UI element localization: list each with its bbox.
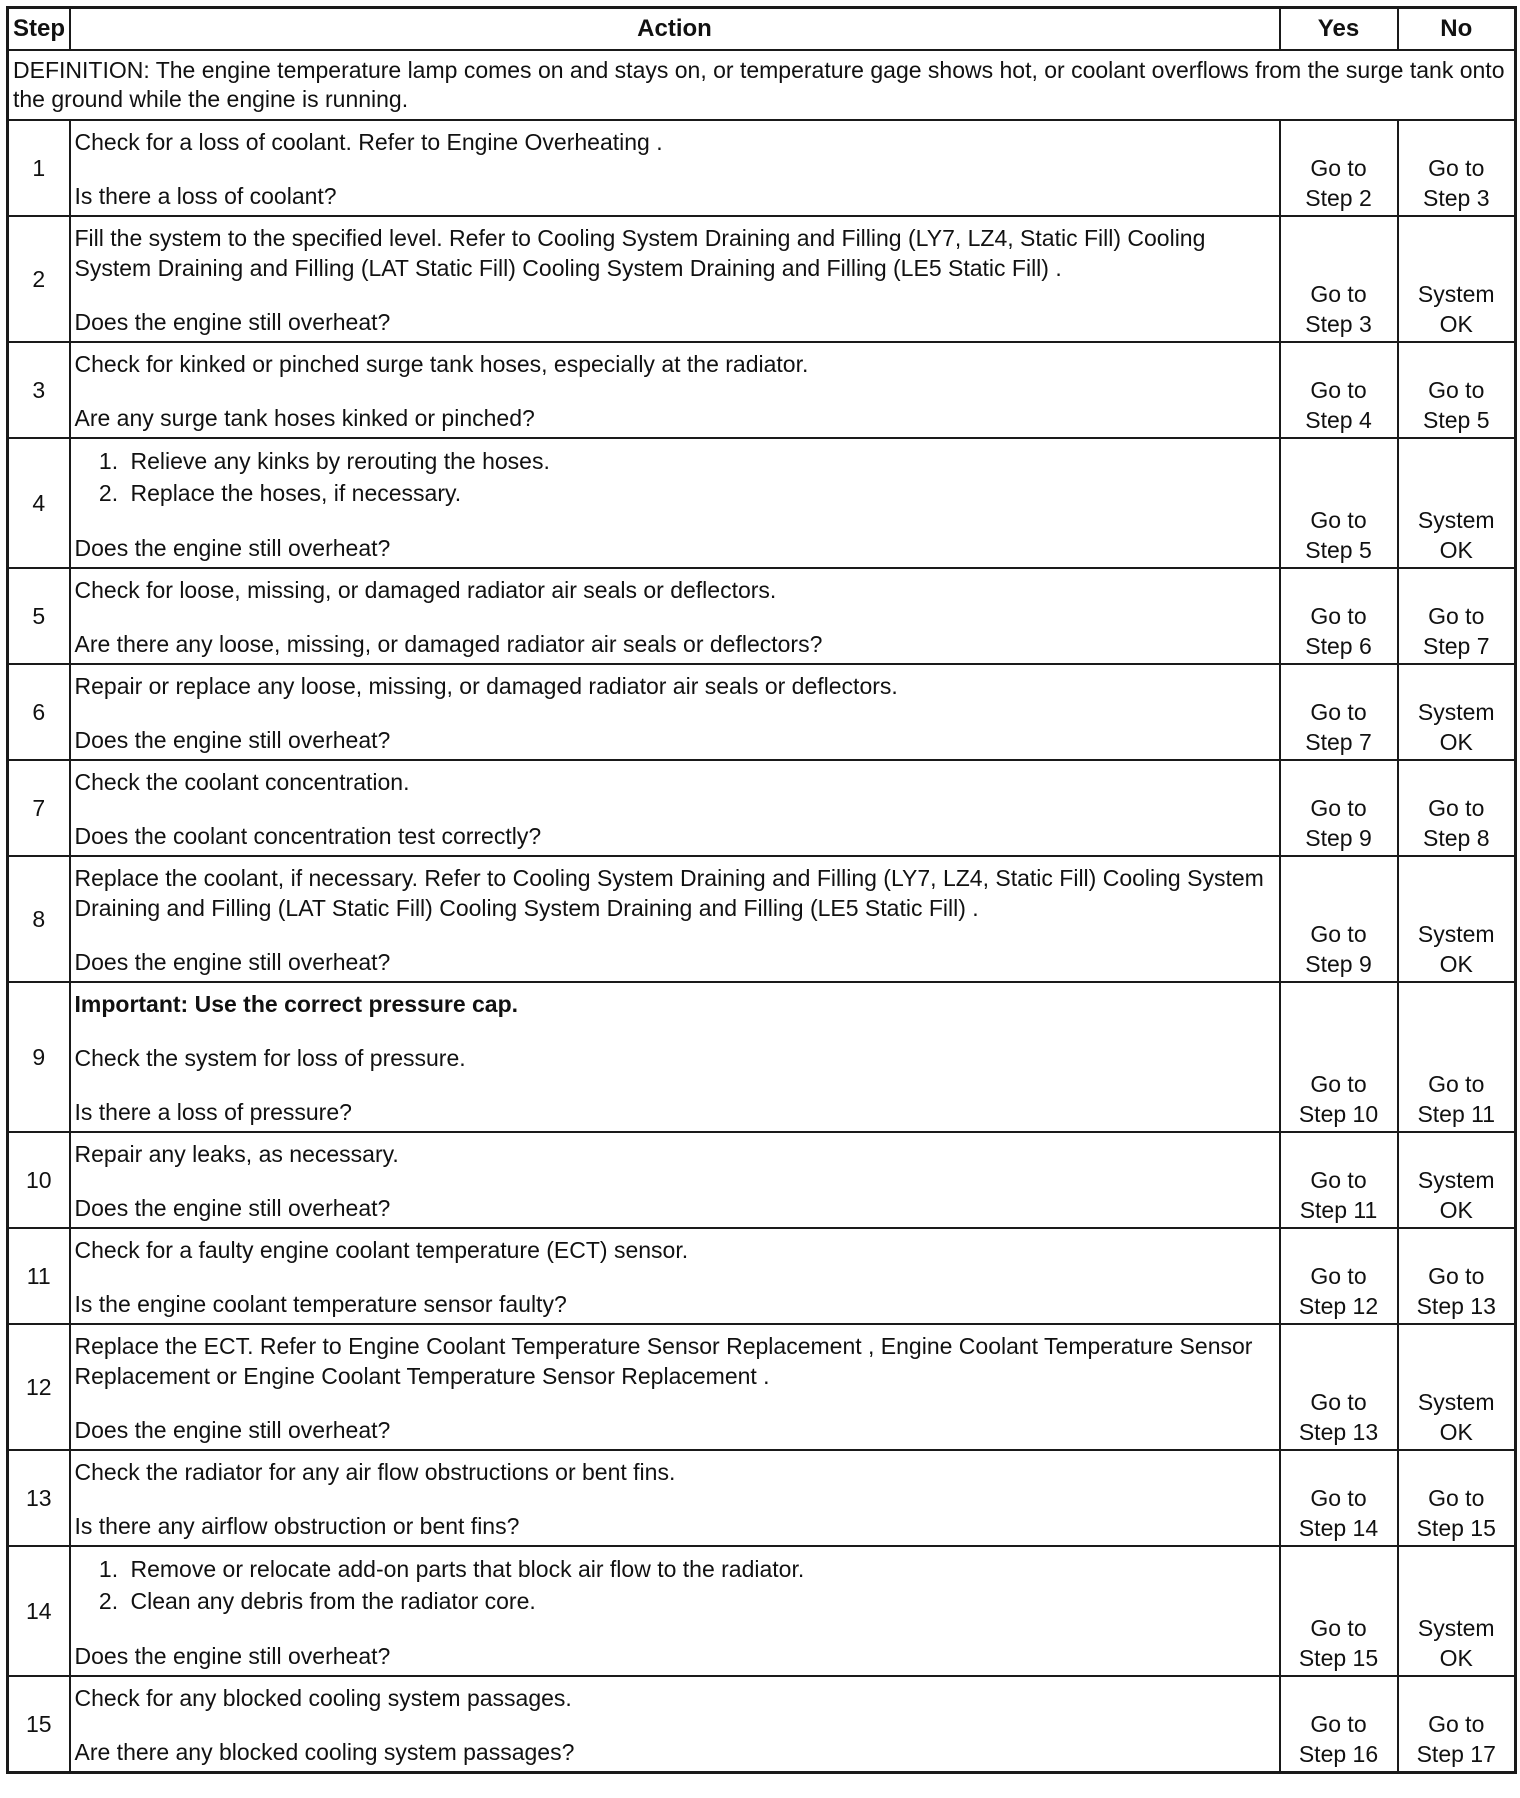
yes-result-line: Go to bbox=[1310, 1071, 1367, 1097]
table-row bbox=[8, 1228, 1516, 1324]
step-number: 4 bbox=[8, 438, 70, 568]
no-result bbox=[1398, 1324, 1516, 1450]
action-question: Does the engine still overheat? bbox=[74, 949, 391, 975]
list-item: 1. Relieve any kinks by rerouting the hoses. bbox=[125, 445, 1275, 477]
table-row bbox=[8, 568, 1516, 664]
yes-result-line: Step 3 bbox=[1305, 311, 1372, 337]
action-question: Are any surge tank hoses kinked or pinched? bbox=[74, 405, 535, 431]
action-cell bbox=[70, 568, 1280, 664]
action-text: Check for any blocked cooling system passages. bbox=[74, 1685, 572, 1711]
table-row bbox=[8, 1324, 1516, 1450]
no-result bbox=[1398, 664, 1516, 760]
action-question: Are there any blocked cooling system passages? bbox=[74, 1739, 575, 1765]
yes-result-line: Go to bbox=[1310, 921, 1367, 947]
table-row bbox=[8, 982, 1516, 1132]
action-text: Fill the system to the specified level. Refer to Cooling System Draining and Filling (LY7, LZ4, Static Fill) Cooling System Draining and Filling (LAT Static Fill) Cooling System Draining and Filling (LE5 Static Fill) . bbox=[74, 225, 1206, 281]
step-number: 14 bbox=[8, 1546, 70, 1676]
no-result bbox=[1398, 1132, 1516, 1228]
step-number: 15 bbox=[8, 1676, 70, 1773]
yes-result-line: Step 16 bbox=[1298, 1741, 1379, 1767]
action-text: Check the coolant concentration. bbox=[74, 769, 410, 795]
action-cell bbox=[70, 982, 1280, 1132]
table-row bbox=[8, 664, 1516, 760]
action-text: Check for loose, missing, or damaged radiator air seals or deflectors. bbox=[74, 577, 777, 603]
yes-result-line: Go to bbox=[1310, 603, 1367, 629]
list-item: 1. Remove or relocate add-on parts that block air flow to the radiator. bbox=[125, 1553, 1275, 1585]
action-text: Repair any leaks, as necessary. bbox=[74, 1141, 399, 1167]
action-cell bbox=[70, 1450, 1280, 1546]
step-number: 2 bbox=[8, 216, 70, 342]
no-result-line: System bbox=[1417, 1389, 1495, 1415]
action-cell bbox=[70, 120, 1280, 216]
important-note: Important: Use the correct pressure cap. bbox=[74, 991, 519, 1017]
no-result-line: Step 11 bbox=[1417, 1101, 1496, 1127]
yes-result-line: Go to bbox=[1310, 155, 1367, 181]
table-row bbox=[8, 216, 1516, 342]
yes-result bbox=[1280, 982, 1398, 1132]
action-question: Is there any airflow obstruction or bent fins? bbox=[74, 1513, 520, 1539]
no-result-line: System bbox=[1417, 507, 1495, 533]
no-result-line: OK bbox=[1439, 1645, 1473, 1671]
action-text: Check the radiator for any air flow obstructions or bent fins. bbox=[74, 1459, 676, 1485]
header-yes: Yes bbox=[1280, 8, 1398, 51]
action-question: Does the engine still overheat? bbox=[74, 1643, 391, 1669]
table-row bbox=[8, 760, 1516, 856]
yes-result-line: Step 5 bbox=[1305, 537, 1372, 563]
action-text: Check the system for loss of pressure. bbox=[74, 1045, 466, 1071]
action-cell bbox=[70, 1676, 1280, 1773]
list-item: 2. Replace the hoses, if necessary. bbox=[125, 477, 1275, 509]
no-result-line: System bbox=[1417, 699, 1495, 725]
yes-result-line: Step 9 bbox=[1305, 951, 1372, 977]
definition-text: DEFINITION: The engine temperature lamp comes on and stays on, or temperature gage shows hot, or coolant overflows from the surge tank onto the ground while the engine is running. bbox=[8, 50, 1516, 120]
yes-result-line: Step 6 bbox=[1305, 633, 1372, 659]
no-result bbox=[1398, 1676, 1516, 1773]
no-result-line: Go to bbox=[1428, 795, 1485, 821]
no-result-line: System bbox=[1417, 1615, 1495, 1641]
yes-result-line: Go to bbox=[1310, 795, 1367, 821]
yes-result bbox=[1280, 342, 1398, 438]
yes-result bbox=[1280, 438, 1398, 568]
yes-result bbox=[1280, 856, 1398, 982]
yes-result-line: Go to bbox=[1310, 507, 1367, 533]
action-cell bbox=[70, 1132, 1280, 1228]
yes-result bbox=[1280, 1324, 1398, 1450]
action-question: Are there any loose, missing, or damaged radiator air seals or deflectors? bbox=[74, 631, 823, 657]
no-result-line: Go to bbox=[1428, 377, 1485, 403]
no-result-line: Go to bbox=[1428, 1485, 1485, 1511]
step-number: 3 bbox=[8, 342, 70, 438]
action-question: Is there a loss of coolant? bbox=[74, 183, 337, 209]
no-result bbox=[1398, 1450, 1516, 1546]
no-result-line: Step 7 bbox=[1423, 633, 1490, 659]
no-result bbox=[1398, 568, 1516, 664]
action-question: Is there a loss of pressure? bbox=[74, 1099, 352, 1125]
no-result-line: Go to bbox=[1428, 1071, 1485, 1097]
no-result-line: Go to bbox=[1428, 1711, 1485, 1737]
table-row bbox=[8, 1676, 1516, 1773]
table-row bbox=[8, 1450, 1516, 1546]
yes-result bbox=[1280, 120, 1398, 216]
yes-result bbox=[1280, 216, 1398, 342]
yes-result bbox=[1280, 760, 1398, 856]
no-result bbox=[1398, 760, 1516, 856]
action-cell bbox=[70, 1228, 1280, 1324]
action-cell bbox=[70, 438, 1280, 568]
no-result-line: System bbox=[1417, 281, 1495, 307]
step-number: 8 bbox=[8, 856, 70, 982]
step-number: 7 bbox=[8, 760, 70, 856]
yes-result bbox=[1280, 1450, 1398, 1546]
yes-result-line: Go to bbox=[1310, 281, 1367, 307]
table-row bbox=[8, 120, 1516, 216]
yes-result-line: Go to bbox=[1310, 1615, 1367, 1641]
no-result bbox=[1398, 856, 1516, 982]
action-list bbox=[75, 445, 1275, 509]
no-result-line: OK bbox=[1439, 311, 1473, 337]
header-row bbox=[8, 8, 1516, 51]
step-number: 10 bbox=[8, 1132, 70, 1228]
yes-result-line: Step 13 bbox=[1298, 1419, 1379, 1445]
no-result-line: System bbox=[1417, 921, 1495, 947]
action-cell bbox=[70, 216, 1280, 342]
yes-result-line: Step 4 bbox=[1305, 407, 1372, 433]
no-result-line: Step 17 bbox=[1416, 1741, 1496, 1767]
no-result-line: Go to bbox=[1428, 155, 1485, 181]
header-action: Action bbox=[70, 8, 1280, 51]
diagnostic-table bbox=[6, 6, 1517, 1774]
step-number: 6 bbox=[8, 664, 70, 760]
yes-result-line: Go to bbox=[1310, 1389, 1367, 1415]
action-cell bbox=[70, 1324, 1280, 1450]
document-page bbox=[6, 6, 1514, 1774]
yes-result-line: Step 12 bbox=[1298, 1293, 1379, 1319]
no-result-line: Step 5 bbox=[1423, 407, 1490, 433]
no-result-line: Step 15 bbox=[1416, 1515, 1496, 1541]
yes-result-line: Go to bbox=[1310, 1711, 1367, 1737]
no-result-line: Step 3 bbox=[1423, 185, 1490, 211]
action-question: Is the engine coolant temperature sensor faulty? bbox=[74, 1291, 567, 1317]
step-number: 11 bbox=[8, 1228, 70, 1324]
no-result bbox=[1398, 982, 1516, 1132]
action-question: Does the engine still overheat? bbox=[74, 309, 391, 335]
action-question: Does the engine still overheat? bbox=[74, 1195, 391, 1221]
action-text: Check for a loss of coolant. Refer to Engine Overheating . bbox=[74, 129, 663, 155]
yes-result bbox=[1280, 568, 1398, 664]
yes-result-line: Step 7 bbox=[1305, 729, 1372, 755]
action-question: Does the engine still overheat? bbox=[74, 727, 391, 753]
list-item: 2. Clean any debris from the radiator core. bbox=[125, 1585, 1275, 1617]
yes-result-line: Go to bbox=[1310, 1167, 1367, 1193]
no-result bbox=[1398, 120, 1516, 216]
action-text: Replace the ECT. Refer to Engine Coolant Temperature Sensor Replacement , Engine Coolant Temperature Sensor Replacement or Engine Coolant Temperature Sensor Replacement . bbox=[74, 1333, 1253, 1389]
no-result bbox=[1398, 438, 1516, 568]
no-result-line: Step 8 bbox=[1423, 825, 1490, 851]
action-cell bbox=[70, 760, 1280, 856]
yes-result bbox=[1280, 1546, 1398, 1676]
yes-result-line: Go to bbox=[1310, 699, 1367, 725]
action-question: Does the engine still overheat? bbox=[74, 1417, 391, 1443]
action-cell bbox=[70, 342, 1280, 438]
no-result bbox=[1398, 1546, 1516, 1676]
action-question: Does the engine still overheat? bbox=[74, 535, 391, 561]
yes-result-line: Step 14 bbox=[1298, 1515, 1379, 1541]
table-row bbox=[8, 1132, 1516, 1228]
step-number: 1 bbox=[8, 120, 70, 216]
definition-row bbox=[8, 50, 1516, 120]
no-result-line: OK bbox=[1439, 537, 1473, 563]
table-row bbox=[8, 856, 1516, 982]
yes-result bbox=[1280, 1228, 1398, 1324]
no-result bbox=[1398, 342, 1516, 438]
table-row bbox=[8, 1546, 1516, 1676]
action-cell bbox=[70, 856, 1280, 982]
action-list bbox=[75, 1553, 1275, 1617]
table-row bbox=[8, 342, 1516, 438]
table-row bbox=[8, 438, 1516, 568]
no-result bbox=[1398, 216, 1516, 342]
step-number: 9 bbox=[8, 982, 70, 1132]
yes-result-line: Step 15 bbox=[1298, 1645, 1379, 1671]
no-result-line: OK bbox=[1439, 729, 1473, 755]
yes-result-line: Go to bbox=[1310, 1263, 1367, 1289]
action-text: Replace the coolant, if necessary. Refer to Cooling System Draining and Filling (LY7, LZ4, Static Fill) Cooling System Draining and Filling (LAT Static Fill) Cooling System Draining and Filling (LE5 Static Fill) . bbox=[74, 865, 1264, 921]
header-step: Step bbox=[8, 8, 70, 51]
no-result-line: OK bbox=[1439, 951, 1473, 977]
no-result-line: System bbox=[1417, 1167, 1495, 1193]
header-no: No bbox=[1398, 8, 1516, 51]
yes-result-line: Step 10 bbox=[1298, 1101, 1379, 1127]
yes-result-line: Go to bbox=[1310, 377, 1367, 403]
action-question: Does the coolant concentration test correctly? bbox=[74, 823, 542, 849]
yes-result-line: Go to bbox=[1310, 1485, 1367, 1511]
yes-result bbox=[1280, 1676, 1398, 1773]
action-cell bbox=[70, 1546, 1280, 1676]
no-result-line: Go to bbox=[1428, 1263, 1485, 1289]
step-number: 5 bbox=[8, 568, 70, 664]
yes-result-line: Step 2 bbox=[1305, 185, 1372, 211]
yes-result-line: Step 9 bbox=[1305, 825, 1372, 851]
action-text: Repair or replace any loose, missing, or damaged radiator air seals or deflectors. bbox=[74, 673, 898, 699]
no-result-line: Step 13 bbox=[1416, 1293, 1496, 1319]
step-number: 12 bbox=[8, 1324, 70, 1450]
no-result bbox=[1398, 1228, 1516, 1324]
step-number: 13 bbox=[8, 1450, 70, 1546]
yes-result bbox=[1280, 664, 1398, 760]
no-result-line: OK bbox=[1439, 1197, 1473, 1223]
action-cell bbox=[70, 664, 1280, 760]
no-result-line: Go to bbox=[1428, 603, 1485, 629]
yes-result-line: Step 11 bbox=[1299, 1197, 1378, 1223]
action-text: Check for kinked or pinched surge tank hoses, especially at the radiator. bbox=[74, 351, 809, 377]
no-result-line: OK bbox=[1439, 1419, 1473, 1445]
yes-result bbox=[1280, 1132, 1398, 1228]
action-text: Check for a faulty engine coolant temperature (ECT) sensor. bbox=[74, 1237, 689, 1263]
